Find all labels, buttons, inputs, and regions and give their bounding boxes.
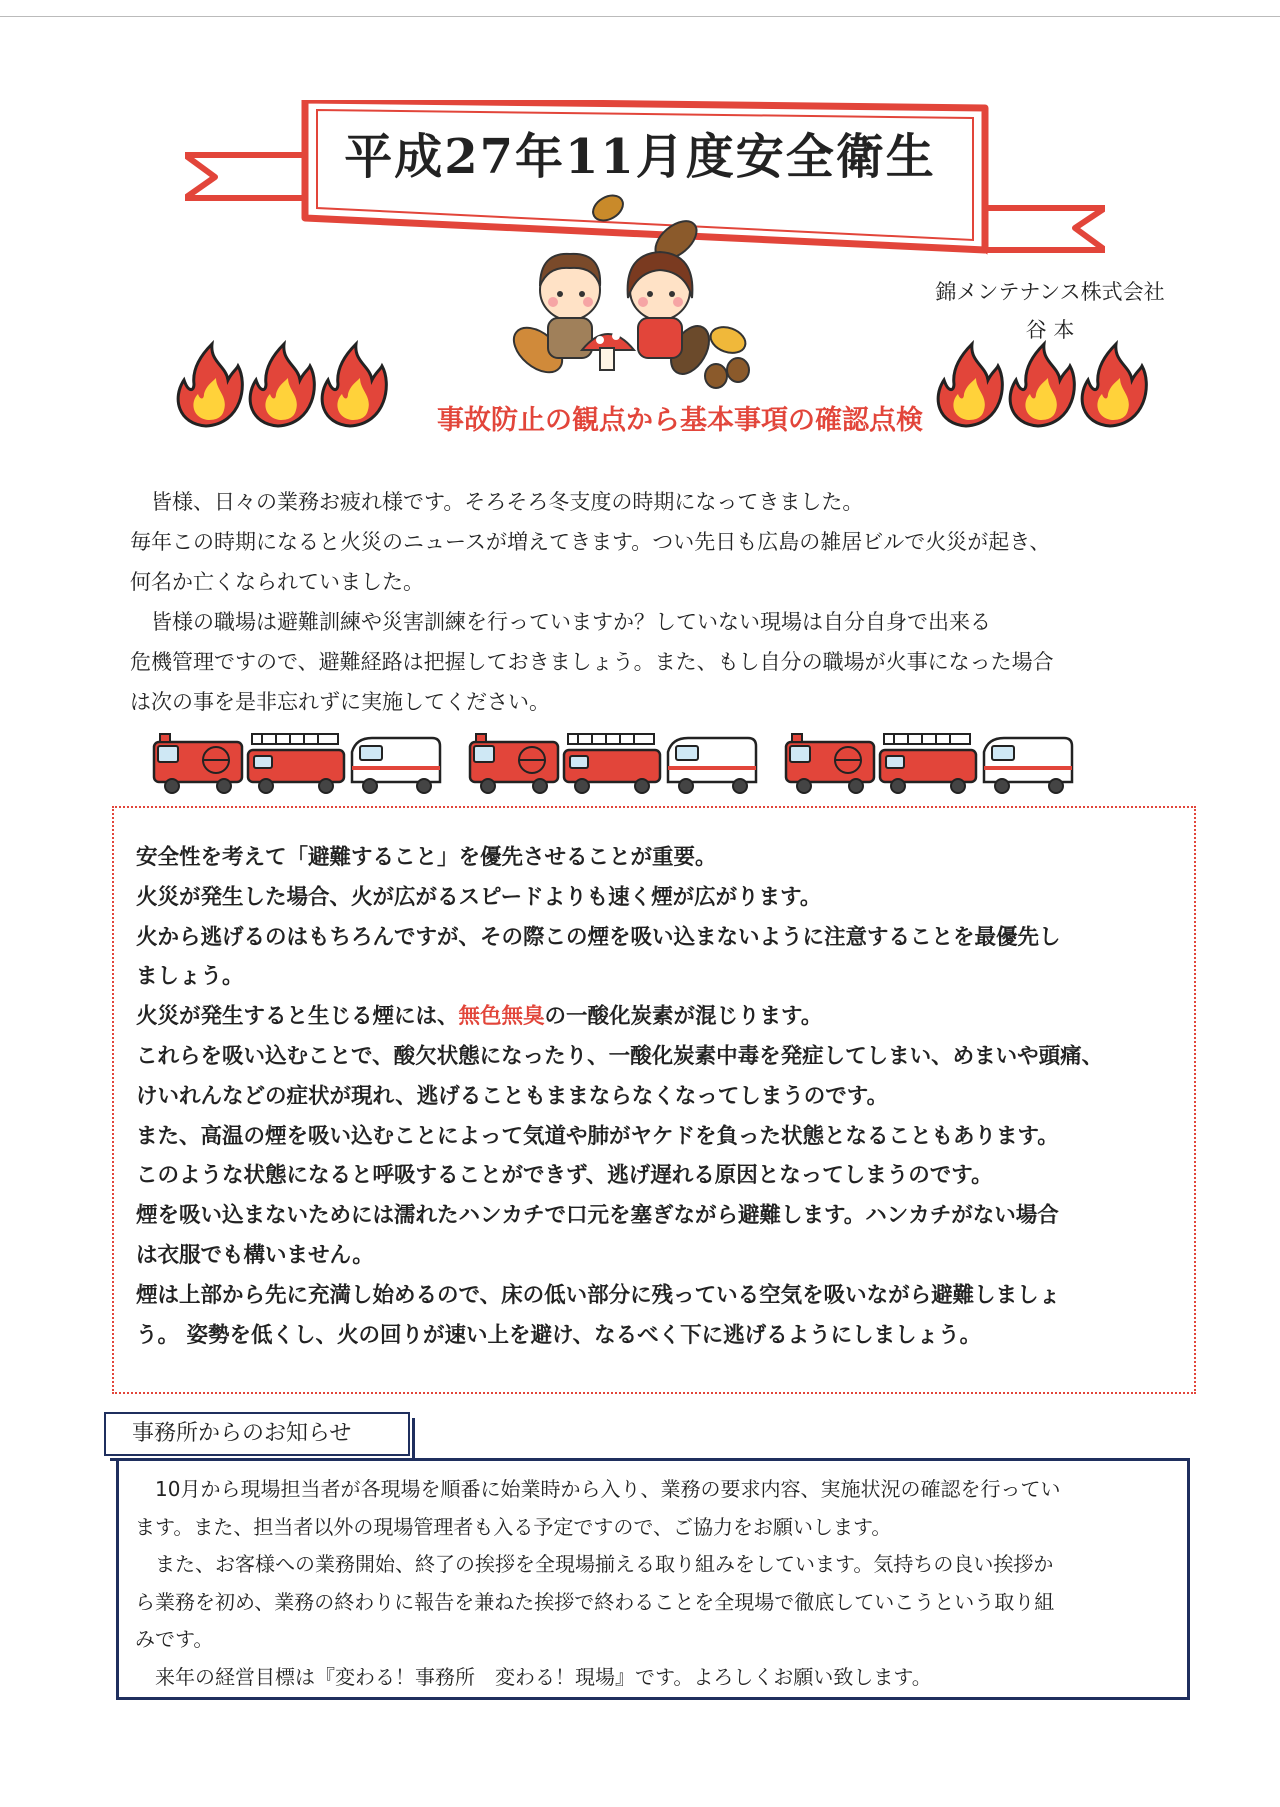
flame-icon-group-right (930, 340, 1150, 430)
notice-line: 来年の経営目標は『変わる！事務所 変わる！現場』です。よろしくお願い致します。 (135, 1664, 932, 1689)
scan-top-edge (0, 16, 1280, 17)
page-title: 平成27年11月度安全衛生 (344, 129, 936, 185)
safety-line: は衣服でも構いません。 (136, 1242, 374, 1268)
safety-line: これらを吸い込むことで、酸欠状態になったり、一酸化炭素中毒を発症してしまい、めまいや頭痛、 (136, 1043, 1104, 1069)
flame-icon (322, 344, 386, 426)
notice-label: 事務所からのお知らせ (104, 1412, 410, 1456)
intro-line: 皆様の職場は避難訓練や災害訓練を行っていますか？していない現場は自分自身で出来る (130, 610, 991, 634)
office-notice-box (116, 1458, 1190, 1700)
intro-line: 毎年この時期になると火災のニュースが増えてきます。つい先日も広島の雑居ビルで火災が起き、 (130, 530, 1051, 554)
safety-line: ましょう。 (136, 964, 244, 990)
autumn-children-illustration (490, 190, 810, 400)
safety-line: う。 姿勢を低くし、火の回りが速い上を避け、なるべく下に逃げるようにしましょう。 (136, 1322, 982, 1348)
odorless-highlight: 無色無臭 (458, 1004, 545, 1030)
emergency-vehicles-row (152, 728, 1112, 796)
ambulance-icon (352, 738, 440, 793)
intro-line: 皆様、日々の業務お疲れ様です。そろそろ冬支度の時期になってきました。 (130, 490, 864, 514)
notice-line: みです。 (135, 1627, 214, 1651)
notice-line: 10月から現場担当者が各現場を順番に始業時から入り、業務の要求内容、実施状況の確認を行ってい (135, 1477, 1061, 1501)
notice-line: ます。また、担当者以外の現場管理者も入る予定ですので、ご協力をお願いします。 (135, 1514, 892, 1539)
author-name: 谷 本 (1025, 318, 1075, 342)
flame-icon (1082, 344, 1146, 426)
safety-line: また、高温の煙を吸い込むことによって気道や肺がヤケドを負った状態となることもあります。 (136, 1123, 1059, 1149)
flame-icon-group-left (170, 340, 390, 430)
safety-line: このような状態になると呼吸することができず、逃げ遅れる原因となってしまうのです。 (136, 1163, 993, 1189)
smoke-text-before: 火災が発生すると生じる煙には、 (136, 1004, 459, 1030)
flame-icon (1010, 344, 1074, 426)
fire-truck-icon (786, 734, 874, 793)
smoke-text-after: の一酸化炭素が混じります。 (544, 1004, 823, 1030)
notice-line: ら業務を初め、業務の終わりに報告を兼ねた挨拶で終わることを全現場で徹底していこうという取り組 (135, 1589, 1055, 1614)
page-subtitle: 事故防止の観点から基本事項の確認点検 (437, 405, 923, 436)
safety-line: 火から逃げるのはもちろんですが、その際この煙を吸い込まないように注意することを最優先し (136, 924, 1061, 950)
notice-line: また、お客様への業務開始、終了の挨拶を全現場揃える取り組みをしています。気持ちの良い挨拶か (135, 1552, 1054, 1576)
safety-line: 火災が発生した場合、火が広がるスピードよりも速く煙が広がります。 (136, 884, 822, 910)
flame-icon (250, 344, 314, 426)
intro-line: 何名か亡くなられていました。 (130, 570, 424, 594)
ladder-truck-icon (880, 734, 976, 793)
intro-line: 危機管理ですので、避難経路は把握しておきましょう。また、もし自分の職場が火事になった場合 (130, 650, 1054, 674)
fire-truck-icon (154, 734, 242, 793)
intro-line: は次の事を是非忘れずに実施してください。 (130, 690, 550, 714)
intro-paragraph (130, 482, 1180, 722)
ambulance-icon (668, 738, 756, 793)
flame-icon (178, 344, 242, 426)
ambulance-icon (984, 738, 1072, 793)
fire-safety-box (112, 806, 1196, 1394)
company-name: 錦メンテナンス株式会社 (935, 280, 1165, 304)
ladder-truck-icon (248, 734, 344, 793)
safety-line: 煙を吸い込まないためには濡れたハンカチで口元を塞ぎながら避難します。ハンカチがない場合 (136, 1203, 1059, 1229)
ladder-truck-icon (564, 734, 660, 793)
fire-truck-icon (470, 734, 558, 793)
safety-line-smoke (136, 997, 1172, 1037)
safety-line: 煙は上部から先に充満し始めるので、床の低い部分に残っている空気を吸いながら避難しましょ (136, 1282, 1061, 1308)
child-girl (628, 252, 693, 358)
safety-line: けいれんなどの症状が現れ、逃げることもままならなくなってしまうのです。 (136, 1083, 889, 1109)
safety-line: 安全性を考えて「避難すること」を優先させることが重要。 (136, 845, 717, 870)
